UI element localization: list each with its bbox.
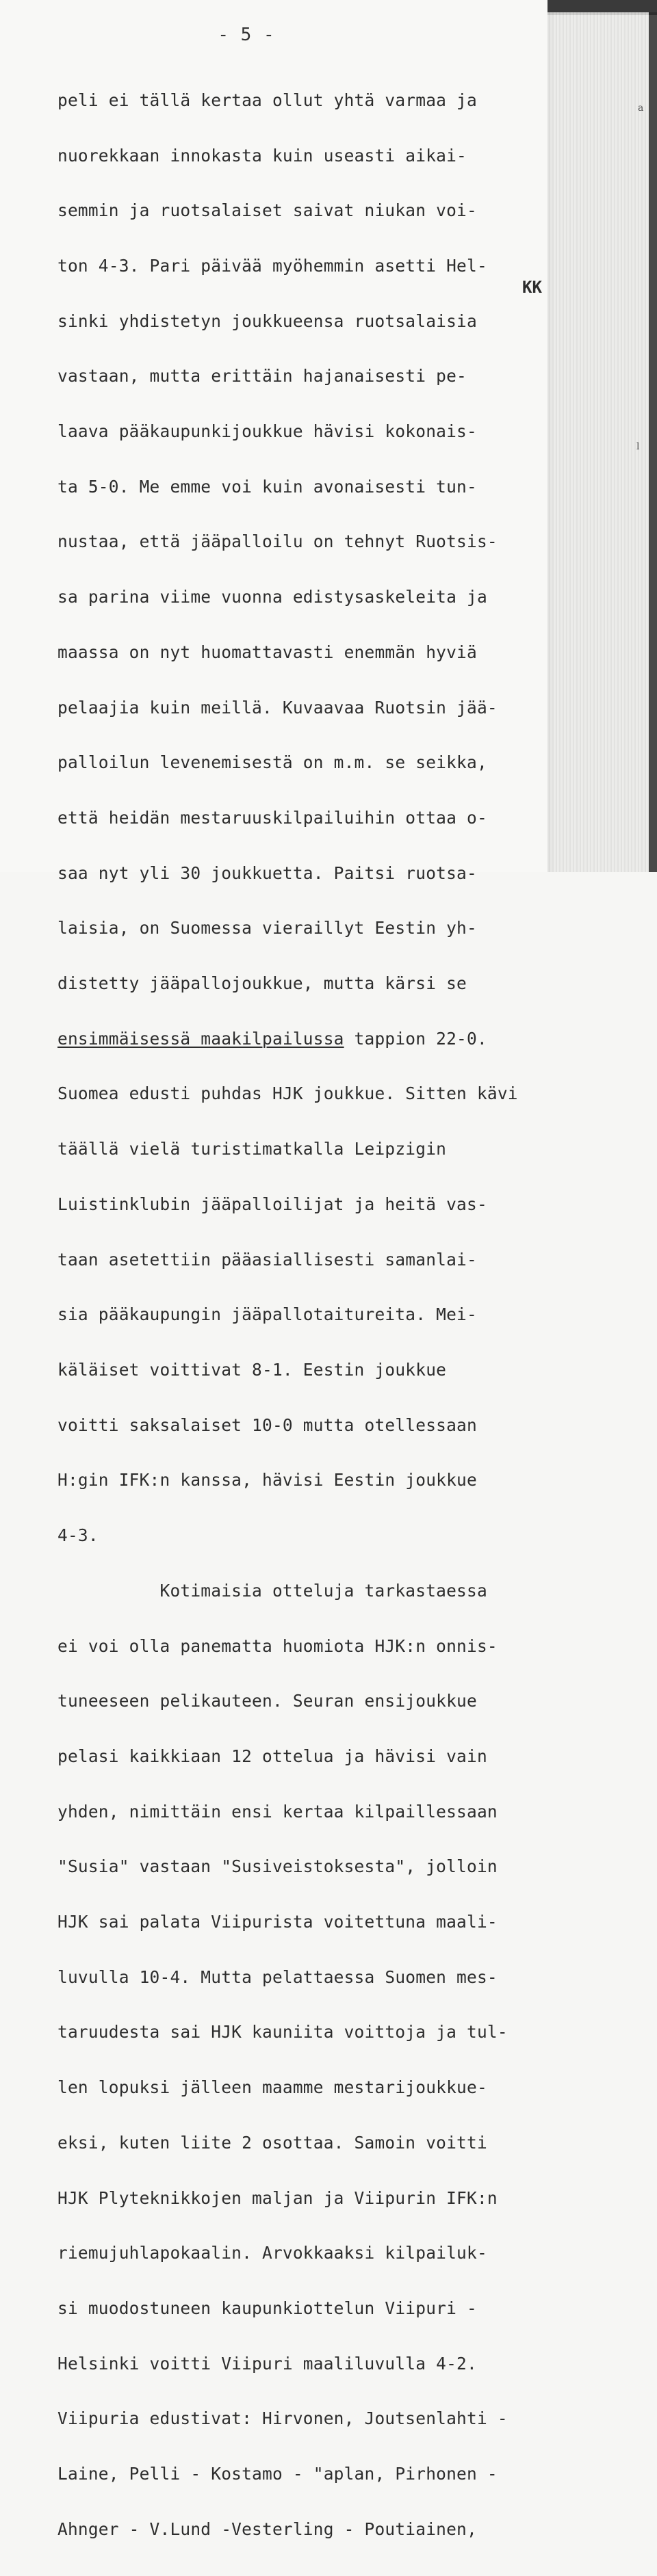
text-line: sinki yhdistetyn joukkueensa ruotsalaisia bbox=[57, 311, 477, 331]
body-text bbox=[57, 55, 537, 2575]
text-line: Suomea edusti puhdas HJK joukkue. Sitten kävi bbox=[57, 1083, 518, 1104]
text-line: taan asetettiin pääasiallisesti samanlai- bbox=[57, 1249, 477, 1270]
text-line: HJK sai palata Viipurista voitettuna maali- bbox=[57, 1912, 498, 1932]
underlined-phrase: ensimmäisessä maakilpailussa bbox=[57, 1028, 344, 1049]
text-line: si muodostuneen kaupunkiottelun Viipuri - bbox=[57, 2298, 477, 2318]
underlined-line bbox=[57, 1030, 537, 1049]
text-line: käläiset voittivat 8-1. Eestin joukkue bbox=[57, 1359, 447, 1380]
text-line: peli ei tällä kertaa ollut yhtä varmaa ja bbox=[57, 90, 477, 110]
margin-note: l bbox=[636, 441, 640, 452]
text-line: että heidän mestaruuskilpailuihin ottaa o- bbox=[57, 807, 487, 828]
text-line: nustaa, että jääpalloilu on tehnyt Ruotsis- bbox=[57, 531, 498, 552]
text-line: saa nyt yli 30 joukkuetta. Paitsi ruotsa- bbox=[57, 863, 477, 883]
text-line: 4-3. bbox=[57, 1525, 99, 1546]
text-line: pelasi kaikkiaan 12 ottelua ja hävisi vain bbox=[57, 1746, 487, 1766]
text-line: taruudesta sai HJK kauniita voittoja ja tul- bbox=[57, 2022, 508, 2042]
text-line: distetty jääpallojoukkue, mutta kärsi se bbox=[57, 973, 467, 994]
text-line: eksi, kuten liite 2 osottaa. Samoin voitti bbox=[57, 2132, 487, 2153]
text-line: Kotimaisia otteluja tarkastaessa bbox=[57, 1580, 487, 1601]
text-line: laava pääkaupunkijoukkue hävisi kokonais- bbox=[57, 421, 477, 442]
text-line: Helsinki voitti Viipuri maaliluvulla 4-2. bbox=[57, 2353, 477, 2374]
text-line: Viipuria edustivat: Hirvonen, Joutsenlahti - bbox=[57, 2408, 508, 2429]
text-line: palloilun levenemisestä on m.m. se seikka, bbox=[57, 752, 487, 773]
text-line: sa parina viime vuonna edistysaskeleita ja bbox=[57, 587, 487, 607]
page-stack-edge bbox=[544, 12, 657, 872]
text-line: pelaajia kuin meillä. Kuvaavaa Ruotsin jää- bbox=[57, 697, 498, 718]
text-line: semmin ja ruotsalaiset saivat niukan voi- bbox=[57, 200, 477, 221]
text-line: "Susia" vastaan "Susiveistoksesta", jolloin bbox=[57, 1856, 498, 1877]
text-line: yhden, nimittäin ensi kertaa kilpaillessaan bbox=[57, 1801, 498, 1822]
text-line: nuorekkaan innokasta kuin useasti aikai- bbox=[57, 145, 467, 166]
text-line: HJK Plyteknikkojen maljan ja Viipurin IFK:n bbox=[57, 2187, 498, 2208]
text-line: laisia, on Suomessa vieraillyt Eestin yh- bbox=[57, 918, 477, 938]
text-line: voitti saksalaiset 10-0 mutta otellessaan bbox=[57, 1415, 477, 1435]
text-line: sia pääkaupungin jääpallotaitureita. Mei- bbox=[57, 1304, 477, 1325]
text-line: tuneeseen pelikauteen. Seuran ensijoukkue bbox=[57, 1691, 477, 1711]
text-line: riemujuhlapokaalin. Arvokkaaksi kilpailuk- bbox=[57, 2243, 487, 2263]
page-number: - 5 - bbox=[218, 25, 275, 45]
text-line: Ahnger - V.Lund -Vesterling - Poutiainen, bbox=[57, 2519, 477, 2539]
struck-marginal-text: KK bbox=[522, 278, 542, 297]
text-line: ton 4-3. Pari päivää myöhemmin asetti Hel- bbox=[57, 255, 487, 276]
margin-note: a bbox=[638, 103, 644, 114]
text-line: täällä vielä turistimatkalla Leipzigin bbox=[57, 1139, 447, 1159]
text-line: Laine, Pelli - Kostamo - "aplan, Pirhonen - bbox=[57, 2464, 498, 2484]
text-line: len lopuksi jälleen maamme mestarijoukkue- bbox=[57, 2077, 487, 2098]
text-line: vastaan, mutta erittäin hajanaisesti pe- bbox=[57, 366, 467, 386]
text-line: H:gin IFK:n kanssa, hävisi Eestin joukkue bbox=[57, 1470, 477, 1490]
text-line: ei voi olla panematta huomiota HJK:n onnis- bbox=[57, 1635, 498, 1656]
text-line: luvulla 10-4. Mutta pelattaessa Suomen mes- bbox=[57, 1967, 498, 1987]
underlined-line-rest: tappion 22-0. bbox=[344, 1028, 487, 1049]
text-line: ta 5-0. Me emme voi kuin avonaisesti tun- bbox=[57, 476, 477, 497]
text-line: maassa on nyt huomattavasti enemmän hyviä bbox=[57, 642, 477, 662]
text-line: Luistinklubin jääpalloilijat ja heitä vas- bbox=[57, 1194, 487, 1214]
